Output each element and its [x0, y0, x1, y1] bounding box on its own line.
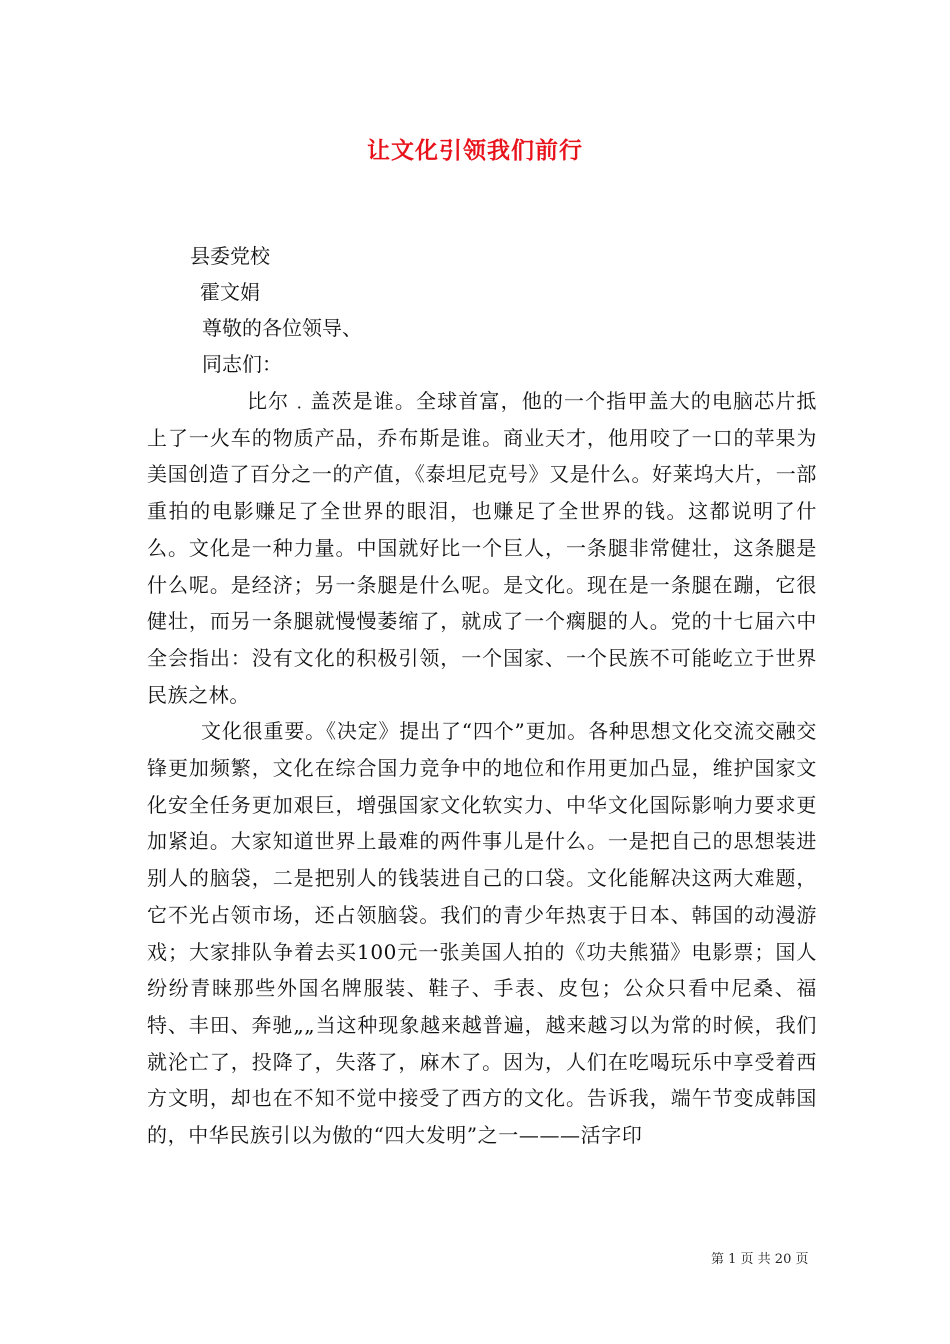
document-title: 让文化引领我们前行	[367, 137, 583, 164]
page-number: 第 1 页 共 20 页	[711, 1252, 809, 1267]
author-name: 霍文娟	[200, 280, 260, 304]
document-meta	[0, 238, 950, 382]
body-paragraph-1: 比尔﹒盖茨是谁。全球首富，他的一个指甲盖大的电脑芯片抵上了一火车的物质产品，乔布斯是谁。商业天才，他用咬了一口的苹果为美国创造了百分之一的产值，《泰坦尼克号》又是什么。好莱坞大片，一部重拍的电影赚足了全世界的眼泪，也赚足了全世界的钱。这都说明了什么。文化是一种力量。中国就好比一个巨人，一条腿非常健壮，这条腿是什么呢。是经济；另一条腿是什么呢。是文化。现在是一条腿在蹦，它很健壮，而另一条腿就慢慢萎缩了，就成了一个瘸腿的人。党的十七届六中全会指出：没有文化的积极引领，一个国家、一个民族不可能屹立于世界民族之林。	[147, 389, 817, 707]
greeting-line-1: 尊敬的各位领导、	[202, 316, 362, 340]
document-body	[147, 383, 817, 1154]
body-paragraph-2: 文化很重要。《决定》提出了“四个”更加。各种思想文化交流交融交锋更加频繁，文化在综合国力竞争中的地位和作用更加凸显，维护国家文化安全任务更加艰巨，增强国家文化软实力、中华文化国际影响力要求更加紧迫。大家知道世界上最难的两件事儿是什么。一是把自己的思想装进别人的脑袋，二是把别人的钱装进自己的口袋。文化能解决这两大难题，它不光占领市场，还占领脑袋。我们的青少年热衷于日本、韩国的动漫游戏；大家排队争着去买100元一张美国人拍的《功夫熊猫》电影票；国人纷纷青睐那些外国名牌服装、鞋子、手表、皮包；公众只看中尼桑、福特、丰田、奔驰„„当这种现象越来越普遍，越来越习以为常的时候，我们就沦亡了，投降了，失落了，麻木了。因为，人们在吃喝玩乐中享受着西方文明，却也在不知不觉中接受了西方的文化。告诉我，端午节变成韩国的，中华民族引以为傲的“四大发明”之一———活字印	[147, 719, 817, 1148]
author-unit: 县委党校	[190, 244, 270, 268]
greeting-line-2: 同志们：	[202, 352, 282, 376]
